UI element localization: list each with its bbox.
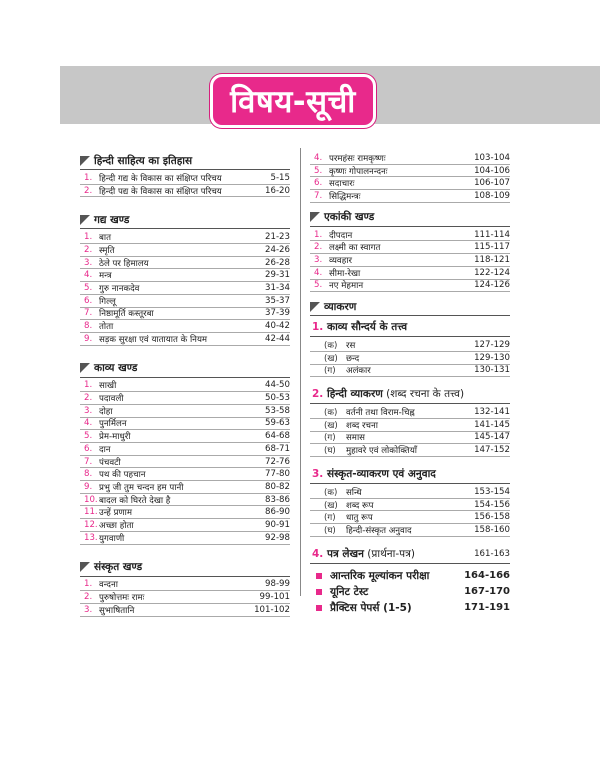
toc-page: 106-107: [474, 178, 510, 189]
toc-section: [80, 559, 290, 617]
toc-label: बादल को घिरते देखा है: [99, 495, 171, 506]
heading-label: पत्र लेखन (प्रार्थना-पत्र): [327, 547, 415, 560]
toc-page: 83-86: [265, 494, 290, 505]
toc-section: [310, 318, 510, 377]
toc-label: दोहा: [99, 406, 113, 417]
toc-label: रस: [346, 341, 356, 352]
toc-row[interactable]: [80, 282, 290, 295]
toc-row[interactable]: [80, 579, 290, 592]
toc-label: समास: [346, 433, 365, 444]
toc-page: 99-101: [259, 592, 290, 603]
toc-label: पुनर्मिलन: [99, 419, 127, 430]
section-heading-text: व्याकरण: [324, 300, 357, 313]
section-heading-text: संस्कृत खण्ड: [94, 561, 143, 573]
toc-label: हिन्दी-संस्कृत अनुवाद: [346, 525, 412, 536]
toc-label: परमहंसः रामकृष्णः: [329, 153, 386, 164]
toc-number: 3.: [314, 254, 323, 265]
toc-page: 80-82: [265, 481, 290, 492]
toc-row[interactable]: [310, 267, 510, 280]
numbered-heading: [310, 465, 510, 484]
toc-page: 104-106: [474, 165, 510, 176]
toc-row[interactable]: [310, 365, 510, 378]
section-heading-text: एकांकी खण्ड: [324, 211, 375, 224]
toc-number: 7.: [84, 456, 93, 467]
left-column: [80, 152, 290, 631]
toc-page: 98-99: [265, 579, 290, 590]
toc-label: सदाचारः: [329, 179, 355, 190]
toc-page: 53-58: [265, 405, 290, 416]
section-heading: [80, 152, 290, 170]
toc-label: प्रभु जी तुम चन्दन हम पानी: [99, 482, 184, 493]
toc-row[interactable]: [310, 254, 510, 267]
heading-extra: (शब्द रचना के तत्त्व): [382, 388, 465, 401]
toc-page: 86-90: [265, 507, 290, 518]
toc-number: 2.: [314, 242, 323, 253]
toc-number: 9.: [84, 481, 93, 492]
toc-number: 6.: [84, 443, 93, 454]
heading-number: 1.: [312, 321, 324, 334]
toc-label: उन्हें प्रणाम: [99, 508, 133, 519]
toc-number: 2.: [84, 592, 93, 603]
toc-number: (ख): [324, 420, 338, 431]
toc-number: 10.: [84, 494, 98, 505]
toc-number: 1.: [84, 380, 93, 391]
toc-label: पथ की पहचान: [99, 470, 146, 481]
toc-row[interactable]: [80, 591, 290, 604]
toc-page: 158-160: [474, 524, 510, 535]
toc-row[interactable]: [80, 443, 290, 456]
corner-marker-icon: [80, 156, 90, 166]
toc-page: 103-104: [474, 152, 510, 163]
toc-number: 3.: [84, 257, 93, 268]
toc-page: 5-15: [270, 172, 290, 183]
toc-page: 90-91: [265, 519, 290, 530]
toc-label: युगवाणी: [99, 533, 125, 544]
toc-number: (क): [324, 341, 338, 352]
toc-page: 24-26: [265, 244, 290, 255]
toc-page: 124-126: [474, 280, 510, 291]
toc-label: सिद्धिमन्त्रः: [329, 191, 361, 202]
toc-number: 4.: [84, 270, 93, 281]
toc-label: पंचवटी: [99, 457, 121, 468]
toc-label: हिन्दी गद्य के विकास का संक्षिप्त परिचय: [99, 173, 222, 184]
bullet-label: प्रैक्टिस पेपर्स (1-5): [330, 601, 412, 614]
toc-label: मन्त्र: [99, 271, 112, 282]
toc-row[interactable]: [80, 308, 290, 321]
bullet-row[interactable]: [310, 600, 510, 616]
toc-number: (ख): [324, 353, 338, 364]
toc-label: पुरुषोत्तमः रामः: [99, 593, 145, 604]
toc-page: 161-163: [474, 548, 510, 559]
section-heading-text: हिन्दी साहित्य का इतिहास: [94, 154, 193, 167]
toc-number: 5.: [84, 431, 93, 442]
toc-label: अच्छा होता: [99, 520, 134, 531]
toc-label: सीमा-रेखा: [329, 268, 361, 279]
toc-label: ठेले पर हिमालय: [99, 258, 149, 269]
toc-page: 153-154: [474, 486, 510, 497]
toc-page: 154-156: [474, 499, 510, 510]
toc-page: 118-121: [474, 254, 510, 265]
toc-row[interactable]: [80, 172, 290, 185]
toc-number: 11.: [84, 507, 98, 518]
toc-page: 16-20: [265, 185, 290, 196]
bullet-label: आन्तरिक मूल्यांकन परीक्षा: [330, 569, 430, 582]
toc-label: साखी: [99, 381, 117, 392]
corner-marker-icon: [80, 363, 90, 373]
toc-label: मुहावरे एवं लोकोक्तियाँ: [346, 446, 418, 457]
toc-number: 4.: [314, 152, 323, 163]
section-heading: [310, 209, 510, 227]
toc-row[interactable]: [310, 432, 510, 445]
toc-row[interactable]: [80, 295, 290, 308]
toc-page: 26-28: [265, 257, 290, 268]
numbered-heading: [310, 318, 510, 337]
toc-label: छन्द: [346, 353, 360, 364]
toc-page: 132-141: [474, 407, 510, 418]
toc-section: [80, 360, 290, 545]
toc-row[interactable]: [310, 486, 510, 499]
toc-section: [80, 152, 290, 197]
section-heading: [80, 211, 290, 229]
corner-marker-icon: [80, 215, 90, 225]
toc-page: 108-109: [474, 190, 510, 201]
toc-page: 122-124: [474, 267, 510, 278]
toc-row[interactable]: [310, 177, 510, 190]
toc-page: 44-50: [265, 380, 290, 391]
toc-row[interactable]: [310, 524, 510, 537]
toc-row[interactable]: [80, 481, 290, 494]
toc-row[interactable]: [80, 456, 290, 469]
toc-label: नए मेहमान: [329, 281, 364, 292]
toc-row[interactable]: [80, 532, 290, 545]
page-title: विषय-सूची: [230, 84, 356, 120]
toc-number: 5.: [314, 165, 323, 176]
toc-number: (क): [324, 487, 338, 498]
square-bullet-icon: [316, 605, 322, 611]
toc-page: 50-53: [265, 393, 290, 404]
toc-label: धातु रूप: [346, 513, 373, 524]
toc-label: हिन्दी पद्य के विकास का संक्षिप्त परिचय: [99, 186, 222, 197]
heading-number: 2.: [312, 388, 324, 401]
toc-number: (ग): [324, 433, 336, 444]
toc-row[interactable]: [80, 380, 290, 393]
title-badge: [210, 74, 376, 128]
column-divider: [300, 148, 301, 596]
toc-number: (घ): [324, 525, 336, 536]
toc-row[interactable]: [80, 333, 290, 346]
toc-page: 68-71: [265, 443, 290, 454]
toc-label: शब्द रचना: [346, 420, 378, 431]
toc-row[interactable]: [80, 320, 290, 333]
toc-page: 111-114: [474, 229, 510, 240]
toc-number: 2.: [84, 185, 93, 196]
toc-label: प्रेम-माधुरी: [99, 432, 131, 443]
toc-label: वन्दना: [99, 580, 118, 591]
section-heading: [80, 559, 290, 577]
toc-row[interactable]: [310, 352, 510, 365]
corner-marker-icon: [310, 302, 320, 312]
toc-page: 59-63: [265, 418, 290, 429]
bullet-row[interactable]: [310, 568, 510, 584]
toc-page: 31-34: [265, 282, 290, 293]
toc-label: सड़क सुरक्षा एवं यातायात के नियम: [99, 334, 208, 345]
toc-number: 12.: [84, 519, 98, 530]
section-heading-text: काव्य खण्ड: [94, 362, 138, 375]
toc-number: 7.: [84, 308, 93, 319]
numbered-heading: [310, 385, 510, 404]
numbered-heading: [310, 545, 510, 564]
toc-number: 4.: [314, 267, 323, 278]
toc-label: गुरु नानकदेव: [99, 283, 140, 294]
toc-row[interactable]: [80, 430, 290, 443]
toc-row[interactable]: [80, 506, 290, 519]
toc-row[interactable]: [80, 244, 290, 257]
toc-number: 8.: [84, 469, 93, 480]
square-bullet-icon: [316, 589, 322, 595]
toc-page: 64-68: [265, 431, 290, 442]
toc-label: दीपदान: [329, 230, 353, 241]
toc-page: 35-37: [265, 295, 290, 306]
bullet-page: 167-170: [464, 586, 510, 598]
heading-extra: (प्रार्थना-पत्र): [363, 547, 415, 560]
section-heading: [80, 360, 290, 378]
heading-label: संस्कृत-व्याकरण एवं अनुवाद: [327, 468, 436, 480]
toc-label: तोता: [99, 322, 114, 333]
toc-row[interactable]: [80, 468, 290, 481]
toc-label: बात: [99, 233, 112, 244]
toc-row[interactable]: [310, 165, 510, 178]
toc-row[interactable]: [80, 405, 290, 418]
toc-label: शब्द रूप: [346, 500, 374, 511]
toc-number: 7.: [314, 190, 323, 201]
toc-page: 77-80: [265, 469, 290, 480]
toc-label: सुभाषितानि: [99, 605, 135, 616]
toc-number: 5.: [84, 282, 93, 293]
toc-number: (घ): [324, 446, 336, 457]
toc-label: कृष्णः गोपालनन्दनः: [329, 166, 388, 177]
toc-row[interactable]: [80, 257, 290, 270]
toc-row[interactable]: [310, 229, 510, 242]
toc-page: 101-102: [254, 604, 290, 615]
toc-label: निष्ठामूर्ति कस्तूरबा: [99, 309, 154, 320]
toc-label: गिल्लू: [99, 296, 116, 307]
toc-row[interactable]: [310, 499, 510, 512]
toc-row[interactable]: [310, 190, 510, 203]
right-column: [310, 152, 510, 616]
toc-page: 141-145: [474, 419, 510, 430]
toc-page: 129-130: [474, 352, 510, 363]
toc-label: दान: [99, 444, 111, 455]
toc-number: 13.: [84, 532, 98, 543]
toc-number: 3.: [84, 604, 93, 615]
toc-number: 3.: [84, 405, 93, 416]
toc-number: 4.: [84, 418, 93, 429]
toc-number: 8.: [84, 321, 93, 332]
toc-section: [310, 209, 510, 292]
bullet-page: 164-166: [464, 570, 510, 582]
toc-row[interactable]: [80, 269, 290, 282]
toc-page: 130-131: [474, 365, 510, 376]
toc-section: [310, 385, 510, 457]
toc-number: (क): [324, 408, 338, 419]
toc-row[interactable]: [80, 392, 290, 405]
toc-page: 72-76: [265, 456, 290, 467]
toc-number: 1.: [84, 172, 93, 183]
toc-label: व्यवहार: [329, 255, 353, 266]
toc-label: वर्तनी तथा विराम-चिह्न: [346, 408, 415, 419]
toc-page: 92-98: [265, 532, 290, 543]
toc-row[interactable]: [310, 280, 510, 293]
toc-label: लक्ष्मी का स्वागत: [329, 243, 381, 254]
toc-page: 147-152: [474, 445, 510, 456]
toc-page: 127-129: [474, 340, 510, 351]
section-heading-text: गद्य खण्ड: [94, 213, 130, 226]
toc-section: [310, 545, 510, 564]
corner-marker-icon: [310, 212, 320, 222]
toc-number: 1.: [84, 579, 93, 590]
toc-section: [80, 211, 290, 345]
toc-number: 1.: [84, 232, 93, 243]
toc-row[interactable]: [310, 444, 510, 457]
toc-page: 40-42: [265, 321, 290, 332]
toc-section: [310, 152, 510, 203]
toc-row[interactable]: [80, 494, 290, 507]
heading-label: काव्य सौन्दर्य के तत्त्व: [327, 321, 408, 334]
toc-section: [310, 465, 510, 537]
toc-number: 2.: [84, 393, 93, 404]
toc-page: 21-23: [265, 232, 290, 243]
toc-row[interactable]: [310, 511, 510, 524]
toc-row[interactable]: [80, 604, 290, 617]
toc-number: 6.: [314, 178, 323, 189]
heading-label: हिन्दी व्याकरण (शब्द रचना के तत्त्व): [327, 388, 465, 401]
toc-label: सन्धि: [346, 487, 362, 498]
toc-row[interactable]: [310, 241, 510, 254]
toc-row[interactable]: [80, 185, 290, 198]
toc-label: स्मृति: [99, 245, 115, 256]
toc-page: 115-117: [474, 242, 510, 253]
bullet-page: 171-191: [464, 602, 510, 614]
heading-number: 3.: [312, 468, 324, 480]
toc-row[interactable]: [310, 406, 510, 419]
toc-number: 1.: [314, 229, 323, 240]
toc-number: 6.: [84, 295, 93, 306]
heading-number: 4.: [312, 547, 324, 560]
toc-row[interactable]: [80, 231, 290, 244]
toc-label: पदावली: [99, 394, 124, 405]
square-bullet-icon: [316, 573, 322, 579]
bullet-row[interactable]: [310, 584, 510, 600]
toc-number: (ख): [324, 500, 338, 511]
toc-page: 145-147: [474, 432, 510, 443]
toc-row[interactable]: [310, 339, 510, 352]
toc-row[interactable]: [310, 419, 510, 432]
toc-row[interactable]: [80, 519, 290, 532]
corner-marker-icon: [80, 562, 90, 572]
toc-page: 156-158: [474, 512, 510, 523]
toc-label: अलंकार: [346, 366, 371, 377]
toc-number: (ग): [324, 513, 336, 524]
toc-page: 29-31: [265, 270, 290, 281]
toc-number: 9.: [84, 333, 93, 344]
toc-page: 42-44: [265, 333, 290, 344]
toc-row[interactable]: [80, 418, 290, 431]
section-heading: [310, 298, 510, 316]
toc-page: 37-39: [265, 308, 290, 319]
toc-number: 5.: [314, 280, 323, 291]
toc-row[interactable]: [310, 152, 510, 165]
toc-number: 2.: [84, 244, 93, 255]
toc-number: (ग): [324, 366, 336, 377]
bullet-label: यूनिट टेस्ट: [330, 585, 369, 598]
